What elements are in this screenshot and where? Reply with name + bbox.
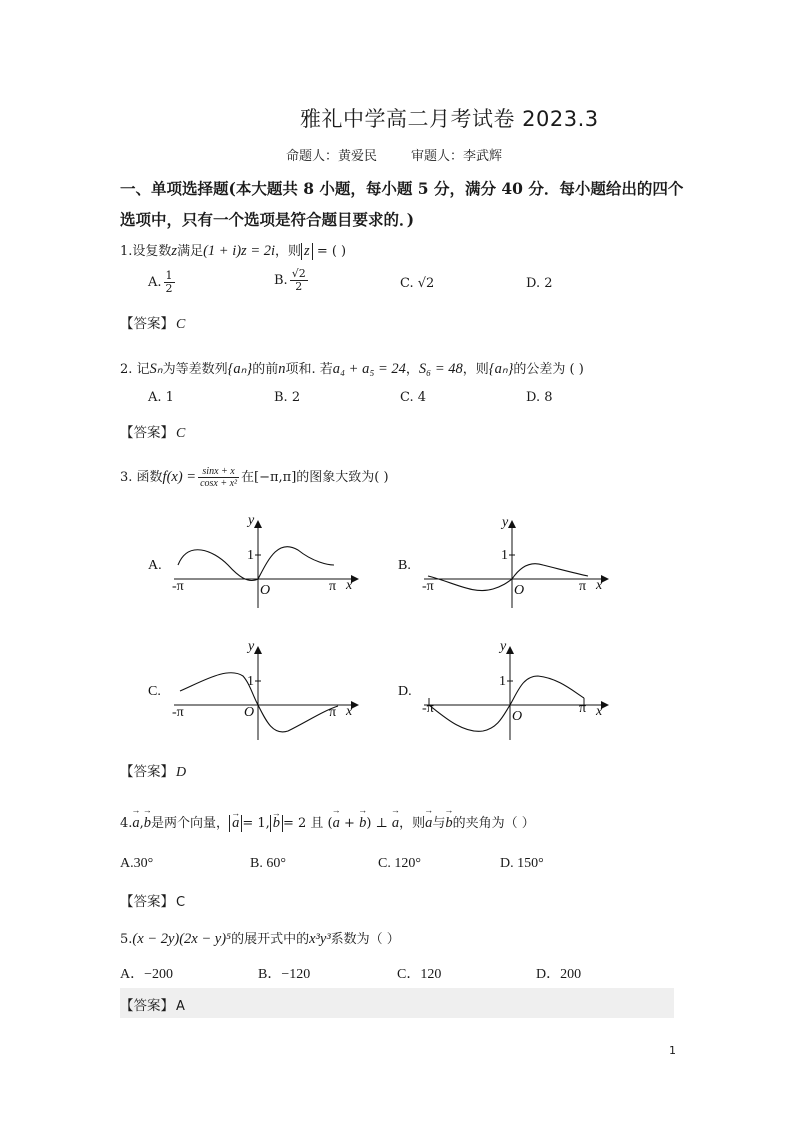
q1-option-b: B. $\frac{√2}{2}$	[274, 267, 306, 293]
q2-option-c: C. 4	[400, 390, 427, 405]
svg-text:y: y	[248, 639, 255, 654]
q2-option-d: D. 8	[526, 390, 553, 405]
question-3: 3. 函数f(x) = $\frac{\sin x + x}{\text{cosx + x²}}$ 在[−π,π]的图象大致为( )	[120, 466, 389, 489]
reviewer: 审题人：李武辉	[411, 149, 503, 164]
svg-text:-π: -π	[172, 705, 184, 720]
svg-text:π: π	[579, 701, 587, 716]
answer-highlight-bar	[120, 988, 674, 1018]
svg-text:O: O	[244, 705, 255, 720]
question-5: 5.(x − 2y)(2x − y)⁵的展开式中的x³y³系数为（ ）	[120, 931, 400, 947]
question-2: 2. 记Sₙ为等差数列{aₙ}的前n项和. 若a₄ + a₅ = 24，S₆ = 48，则{aₙ}的公差为 ( )	[120, 361, 584, 377]
q4-option-b: B. 60°	[250, 856, 286, 871]
q5-answer: 【答案】 A	[120, 998, 185, 1014]
question-1: 1.设复数z满足(1 + i)z = 2i，则 z = ( )	[120, 243, 347, 259]
svg-text:B.: B.	[398, 558, 411, 573]
svg-text:1: 1	[247, 548, 254, 563]
q5-option-b: B．−120	[258, 967, 311, 982]
svg-text:D.: D.	[398, 684, 412, 699]
graph-a-label: A.	[148, 558, 162, 573]
svg-text:π: π	[329, 579, 337, 594]
svg-text:x: x	[346, 578, 353, 593]
authors-line	[286, 145, 502, 164]
svg-text:x: x	[596, 704, 603, 719]
svg-text:-π: -π	[172, 579, 184, 594]
q3-answer: 【答案】 D	[120, 764, 187, 780]
q1-option-d: D. 2	[526, 276, 553, 291]
svg-text:-π: -π	[422, 579, 434, 594]
svg-text:1: 1	[247, 674, 254, 689]
svg-text:O: O	[514, 583, 525, 598]
question-4: 4.→ a,→ b是两个向量，→ a = 1,→ b = 2 且 (→ a + → b) ⊥ → a，则→ a与→ b的夹角为（ ）	[120, 812, 535, 832]
q1-option-c: C. √2	[400, 276, 435, 291]
svg-text:x: x	[596, 578, 603, 593]
q4-option-c: C. 120°	[378, 856, 421, 871]
q5-option-c: C．120	[397, 967, 442, 982]
q2-option-b: B. 2	[274, 390, 301, 405]
q1-option-a: A. $\frac{1}{2}$	[148, 269, 173, 295]
q5-option-d: D．200	[536, 967, 582, 982]
svg-text:y: y	[502, 515, 509, 530]
svg-text:π: π	[579, 579, 587, 594]
svg-text:O: O	[512, 709, 523, 724]
q1-answer: 【答案】 C	[120, 316, 186, 332]
svg-text:1: 1	[499, 674, 506, 689]
svg-text:C.: C.	[148, 684, 161, 699]
svg-text:O: O	[260, 583, 271, 598]
section-heading-line1: 一、单项选择题(本大题共 8 小题，每小题 5 分，满分 40 分．每小题给出的四个	[120, 179, 684, 198]
q4-option-a: A.30°	[120, 856, 154, 871]
svg-text:-π: -π	[422, 701, 434, 716]
svg-text:1: 1	[501, 548, 508, 563]
q4-option-d: D. 150°	[500, 856, 544, 871]
graph-d	[398, 636, 628, 750]
page-title: 雅礼中学高二月考试卷 2023.3	[300, 107, 599, 131]
page-number: 1	[669, 1044, 676, 1057]
svg-text:π: π	[329, 705, 337, 720]
q2-option-a: A. 1	[148, 390, 174, 405]
graph-c	[148, 636, 378, 750]
graph-b	[398, 510, 628, 624]
q2-answer: 【答案】 C	[120, 425, 186, 441]
setter: 命题人：黄爱民	[286, 149, 378, 164]
svg-text:y: y	[248, 513, 255, 528]
svg-text:y: y	[500, 639, 507, 654]
section-heading-line2: 选项中，只有一个选项是符合题目要求的．)	[120, 210, 415, 229]
q4-answer: 【答案】 C	[120, 894, 186, 910]
svg-text:x: x	[346, 704, 353, 719]
graph-a	[148, 510, 378, 624]
q5-option-a: A．−200	[120, 967, 174, 982]
